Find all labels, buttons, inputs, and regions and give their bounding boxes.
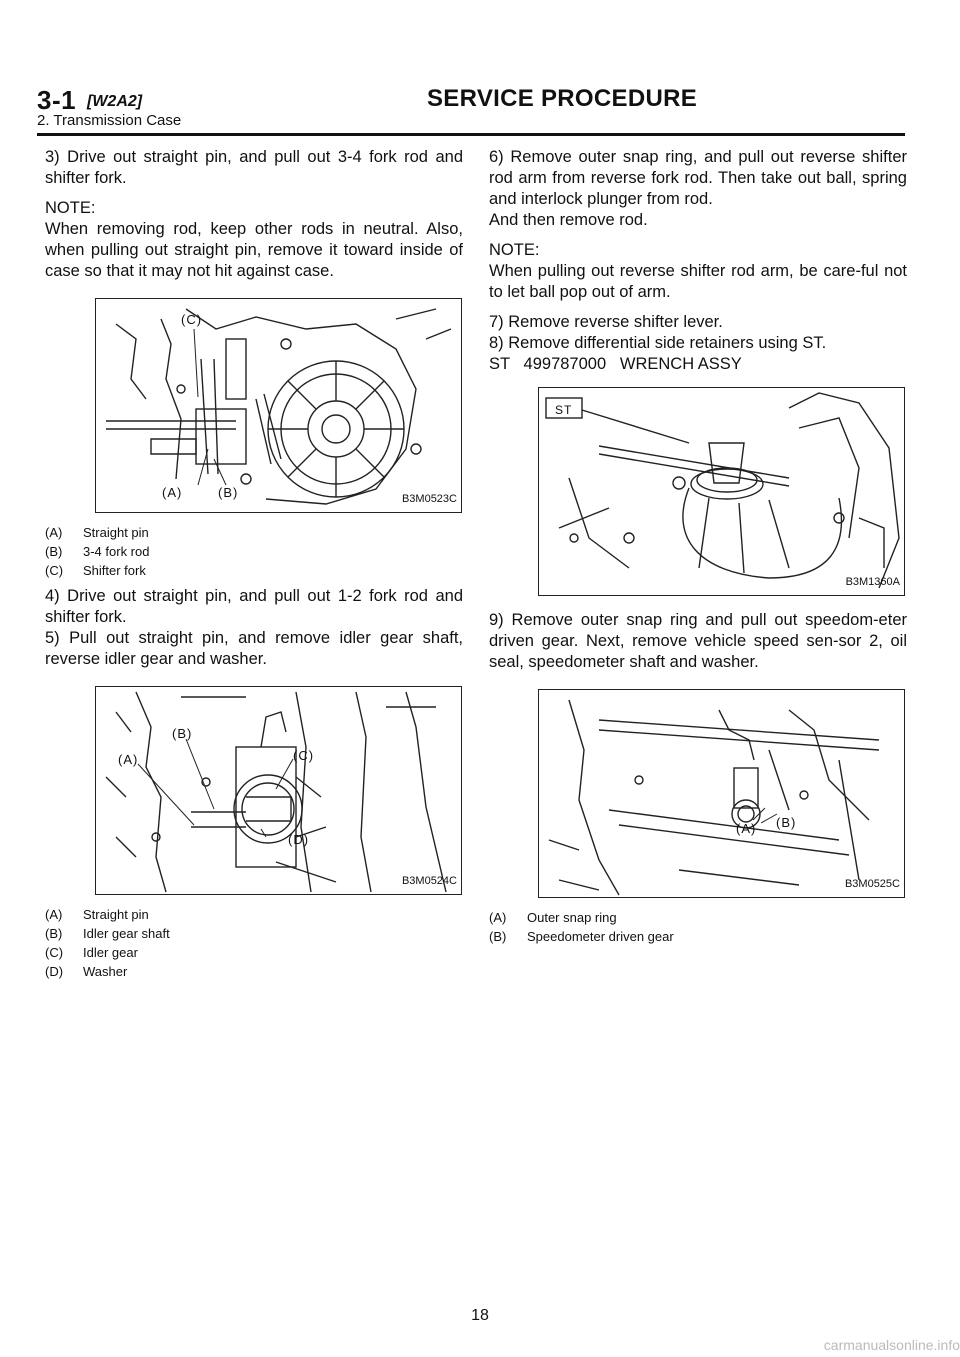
figure-code: B3M0524C: [401, 875, 457, 887]
label-d: (D): [288, 832, 310, 847]
legend-row: (C) Idler gear: [45, 945, 138, 960]
figure-code: B3M0523C: [401, 493, 457, 505]
figure-legend: [489, 908, 907, 946]
note-text: When removing rod, keep other rods in neutral. Also, when pulling out straight pin, remove it toward inside of case so that it may not hit against case.: [45, 220, 463, 280]
step-9: 9) Remove outer snap ring and pull out speedom-eter driven gear. Next, remove vehicle speed sen-sor 2, oil seal, speedometer shaft and washer.: [489, 611, 907, 671]
figure-code: B3M0525C: [844, 878, 900, 890]
section-code: [W2A2]: [87, 93, 143, 110]
page-header: [37, 82, 905, 132]
figure-b3m0525c: [538, 689, 905, 898]
step-4: 4) Drive out straight pin, and pull out 1-2 fork rod and shifter fork.: [45, 587, 463, 626]
legend-row: (C) Shifter fork: [45, 563, 146, 578]
page-title: SERVICE PROCEDURE: [427, 85, 698, 112]
page-subtitle: 2. Transmission Case: [37, 112, 182, 129]
step-6: 6) Remove outer snap ring, and pull out reverse shifter rod arm from reverse fork rod. Then take out ball, spring and interlock plunger from rod.: [489, 148, 907, 208]
figure-b3m0523c: [95, 298, 462, 513]
legend-row: (B) 3-4 fork rod: [45, 544, 150, 559]
legend-row: (A) Straight pin: [45, 525, 149, 540]
idler-gear-illustration: [96, 687, 461, 894]
note-label: NOTE:: [45, 199, 96, 217]
step-8: 8) Remove differential side retainers using ST.: [489, 334, 827, 352]
legend-row: (B) Idler gear shaft: [45, 926, 170, 941]
label-a: (A): [162, 485, 183, 500]
label-b: (B): [218, 485, 239, 500]
label-a: (A): [118, 752, 139, 767]
left-column: [45, 147, 463, 981]
step-3: 3) Drive out straight pin, and pull out 3-4 fork rod and shifter fork.: [45, 148, 463, 187]
special-tool-line: ST 499787000 WRENCH ASSY: [489, 355, 742, 373]
step-7: 7) Remove reverse shifter lever.: [489, 313, 723, 331]
figure-legend: [45, 905, 463, 981]
legend-row: (B) Speedometer driven gear: [489, 929, 674, 944]
wrench-assy-illustration: [539, 388, 904, 595]
step-6b: And then remove rod.: [489, 211, 648, 229]
label-b: (B): [776, 815, 797, 830]
legend-row: (D) Washer: [45, 964, 128, 979]
figure-code: B3M1360A: [845, 576, 900, 588]
watermark: carmanualsonline.info: [823, 1337, 960, 1353]
legend-row: (A) Straight pin: [45, 907, 149, 922]
step-5: 5) Pull out straight pin, and remove idler gear shaft, reverse idler gear and washer.: [45, 629, 463, 668]
page-number: 18: [471, 1307, 489, 1324]
section-number: 3-1: [37, 85, 77, 115]
figure-b3m0524c: [95, 686, 462, 895]
label-c: (C): [181, 312, 203, 327]
legend-row: (A) Outer snap ring: [489, 910, 617, 925]
header-rule: [37, 133, 905, 136]
transmission-case-illustration: [96, 299, 461, 512]
figure-b3m1360a: [538, 387, 905, 596]
label-st: ST: [555, 403, 573, 417]
note-label: NOTE:: [489, 241, 540, 259]
right-column: [489, 147, 907, 946]
speedometer-gear-illustration: [539, 690, 904, 897]
label-a: (A): [736, 821, 757, 836]
note-text: When pulling out reverse shifter rod arm, be care-ful not to let ball pop out of arm.: [489, 262, 907, 301]
label-c: (C): [293, 748, 315, 763]
label-b: (B): [172, 726, 193, 741]
figure-legend: [45, 523, 463, 580]
